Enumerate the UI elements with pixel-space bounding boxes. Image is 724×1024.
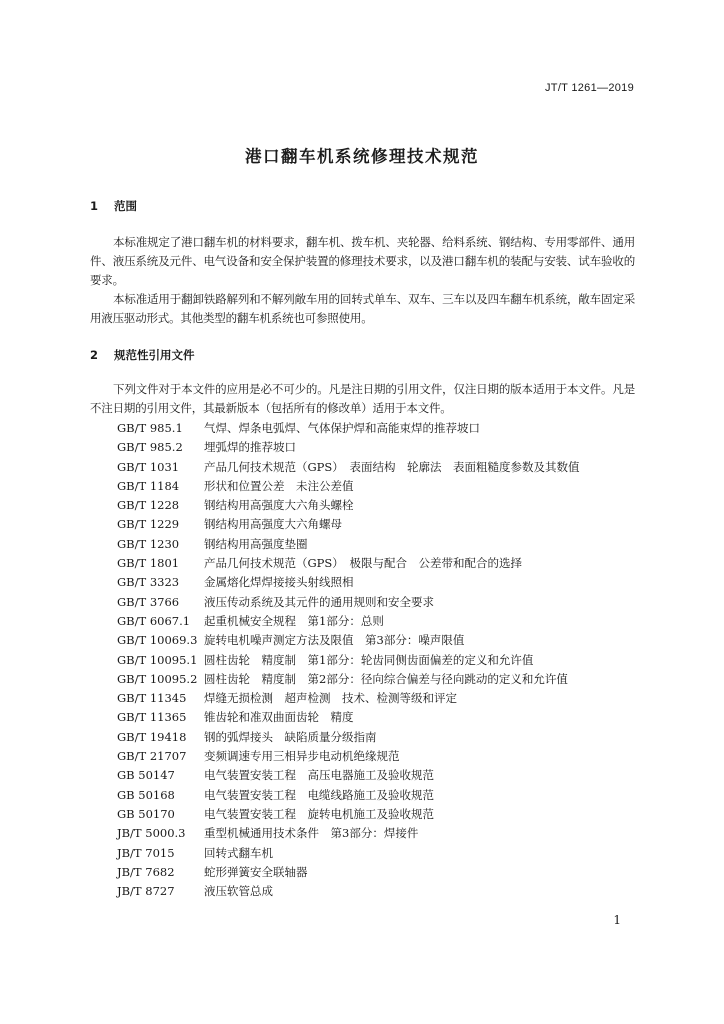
reference-code: GB/T 10095.1: [117, 652, 198, 667]
reference-title: 蛇形弹簧安全联轴器: [204, 864, 308, 879]
reference-item: [117, 554, 637, 573]
reference-item: [117, 728, 637, 747]
reference-code: GB/T 3766: [117, 594, 180, 609]
section-2-title: 规范性引用文件: [114, 348, 195, 362]
reference-code: GB 50147: [117, 768, 175, 783]
reference-code: JB/T 7682: [117, 864, 175, 879]
reference-title: 液压软管总成: [204, 884, 273, 899]
reference-code: GB/T 3323: [117, 575, 180, 590]
reference-code: GB/T 11365: [117, 710, 187, 725]
reference-code: JB/T 8727: [117, 884, 175, 899]
reference-item: [117, 689, 637, 708]
reference-item: [117, 824, 637, 843]
reference-title: 旋转电机噪声测定方法及限值 第3部分：噪声限值: [204, 633, 465, 648]
reference-title: 钢的弧焊接头 缺陷质量分级指南: [204, 729, 377, 744]
reference-code: JB/T 7015: [117, 845, 175, 860]
reference-code: GB/T 6067.1: [117, 613, 191, 628]
reference-title: 钢结构用高强度垫圈: [204, 536, 308, 551]
reference-code: GB/T 10069.3: [117, 633, 198, 648]
reference-title: 焊缝无损检测 超声检测 技术、检测等级和评定: [204, 691, 457, 706]
section-2-number: 2: [90, 348, 99, 362]
reference-item: [117, 458, 637, 477]
section-2-paragraph-1: 下列文件对于本文件的应用是必不可少的。凡是注日期的引用文件，仅注日期的版本适用于本文件。凡是不注日期的引用文件，其最新版本（包括所有的修改单）适用于本文件。: [90, 382, 635, 415]
reference-item: [117, 882, 637, 901]
reference-item: [117, 438, 637, 457]
reference-title: 埋弧焊的推荐坡口: [204, 440, 296, 455]
reference-title: 回转式翻车机: [204, 845, 273, 860]
section-1-title: 范围: [114, 199, 137, 213]
reference-title: 电气装置安装工程 电缆线路施工及验收规范: [204, 787, 434, 802]
reference-item: [117, 747, 637, 766]
reference-title: 产品几何技术规范（GPS） 表面结构 轮廓法 表面粗糙度参数及其数值: [204, 459, 580, 474]
reference-item: [117, 844, 637, 863]
reference-title: 钢结构用高强度大六角头螺栓: [204, 498, 354, 513]
reference-item: [117, 766, 637, 785]
reference-item: [117, 593, 637, 612]
reference-code: GB/T 21707: [117, 749, 187, 764]
reference-item: [117, 708, 637, 727]
reference-item: [117, 651, 637, 670]
reference-code: GB/T 1031: [117, 459, 180, 474]
reference-code: GB/T 1230: [117, 536, 180, 551]
reference-code: GB/T 1229: [117, 517, 180, 532]
reference-item: [117, 670, 637, 689]
reference-title: 重型机械通用技术条件 第3部分：焊接件: [204, 826, 419, 841]
section-2-heading: [90, 347, 195, 363]
document-title: 港口翻车机系统修理技术规范: [245, 147, 479, 166]
reference-code: GB/T 985.2: [117, 440, 183, 455]
reference-item: [117, 612, 637, 631]
reference-item: [117, 535, 637, 554]
reference-item: [117, 786, 637, 805]
normative-references-list: [117, 419, 637, 901]
section-1-number: 1: [90, 199, 99, 213]
reference-title: 圆柱齿轮 精度制 第2部分：径向综合偏差与径向跳动的定义和允许值: [204, 671, 568, 686]
section-1-heading: [90, 198, 137, 214]
reference-title: 产品几何技术规范（GPS） 极限与配合 公差带和配合的选择: [204, 556, 523, 571]
reference-code: GB 50168: [117, 787, 175, 802]
reference-item: [117, 496, 637, 515]
reference-code: GB/T 985.1: [117, 421, 183, 435]
reference-title: 钢结构用高强度大六角螺母: [204, 517, 342, 532]
reference-title: 气焊、焊条电弧焊、气体保护焊和高能束焊的推荐坡口: [204, 421, 480, 435]
reference-code: GB/T 1184: [117, 478, 180, 493]
reference-title: 液压传动系统及其元件的通用规则和安全要求: [204, 594, 434, 609]
reference-item: [117, 631, 637, 650]
reference-code: GB/T 11345: [117, 691, 187, 706]
reference-title: 形状和位置公差 未注公差值: [204, 478, 354, 493]
reference-code: GB/T 10095.2: [117, 671, 198, 686]
reference-title: 电气装置安装工程 高压电器施工及验收规范: [204, 768, 434, 783]
reference-title: 锥齿轮和准双曲面齿轮 精度: [204, 710, 354, 725]
reference-item: [117, 419, 637, 438]
reference-title: 变频调速专用三相异步电动机绝缘规范: [204, 749, 400, 764]
reference-code: GB/T 1228: [117, 498, 180, 513]
reference-code: GB/T 1801: [117, 556, 180, 571]
reference-title: 金属熔化焊焊接接头射线照相: [204, 575, 354, 590]
reference-item: [117, 573, 637, 592]
reference-title: 圆柱齿轮 精度制 第1部分：轮齿同侧齿面偏差的定义和允许值: [204, 652, 534, 667]
reference-title: 电气装置安装工程 旋转电机施工及验收规范: [204, 806, 434, 821]
section-1-paragraph-2: 本标准适用于翻卸铁路解列和不解列敞车用的回转式单车、双车、三车以及四车翻车机系统，敞车固定采用液压驱动形式。其他类型的翻车机系统也可参照使用。: [90, 292, 635, 325]
reference-item: [117, 805, 637, 824]
reference-item: [117, 515, 637, 534]
reference-item: [117, 863, 637, 882]
standard-number: JT/T 1261—2019: [545, 82, 634, 94]
reference-item: [117, 477, 637, 496]
reference-code: GB/T 19418: [117, 729, 187, 744]
reference-title: 起重机械安全规程 第1部分：总则: [204, 613, 384, 628]
section-1-paragraph-1: 本标准规定了港口翻车机的材料要求，翻车机、拨车机、夹轮器、给料系统、钢结构、专用零部件、通用件、液压系统及元件、电气设备和安全保护装置的修理技术要求，以及港口翻车机的装配与安装、试车验收的要求。: [90, 235, 635, 287]
reference-code: JB/T 5000.3: [117, 826, 186, 841]
reference-code: GB 50170: [117, 806, 175, 821]
page-number: 1: [613, 913, 621, 927]
